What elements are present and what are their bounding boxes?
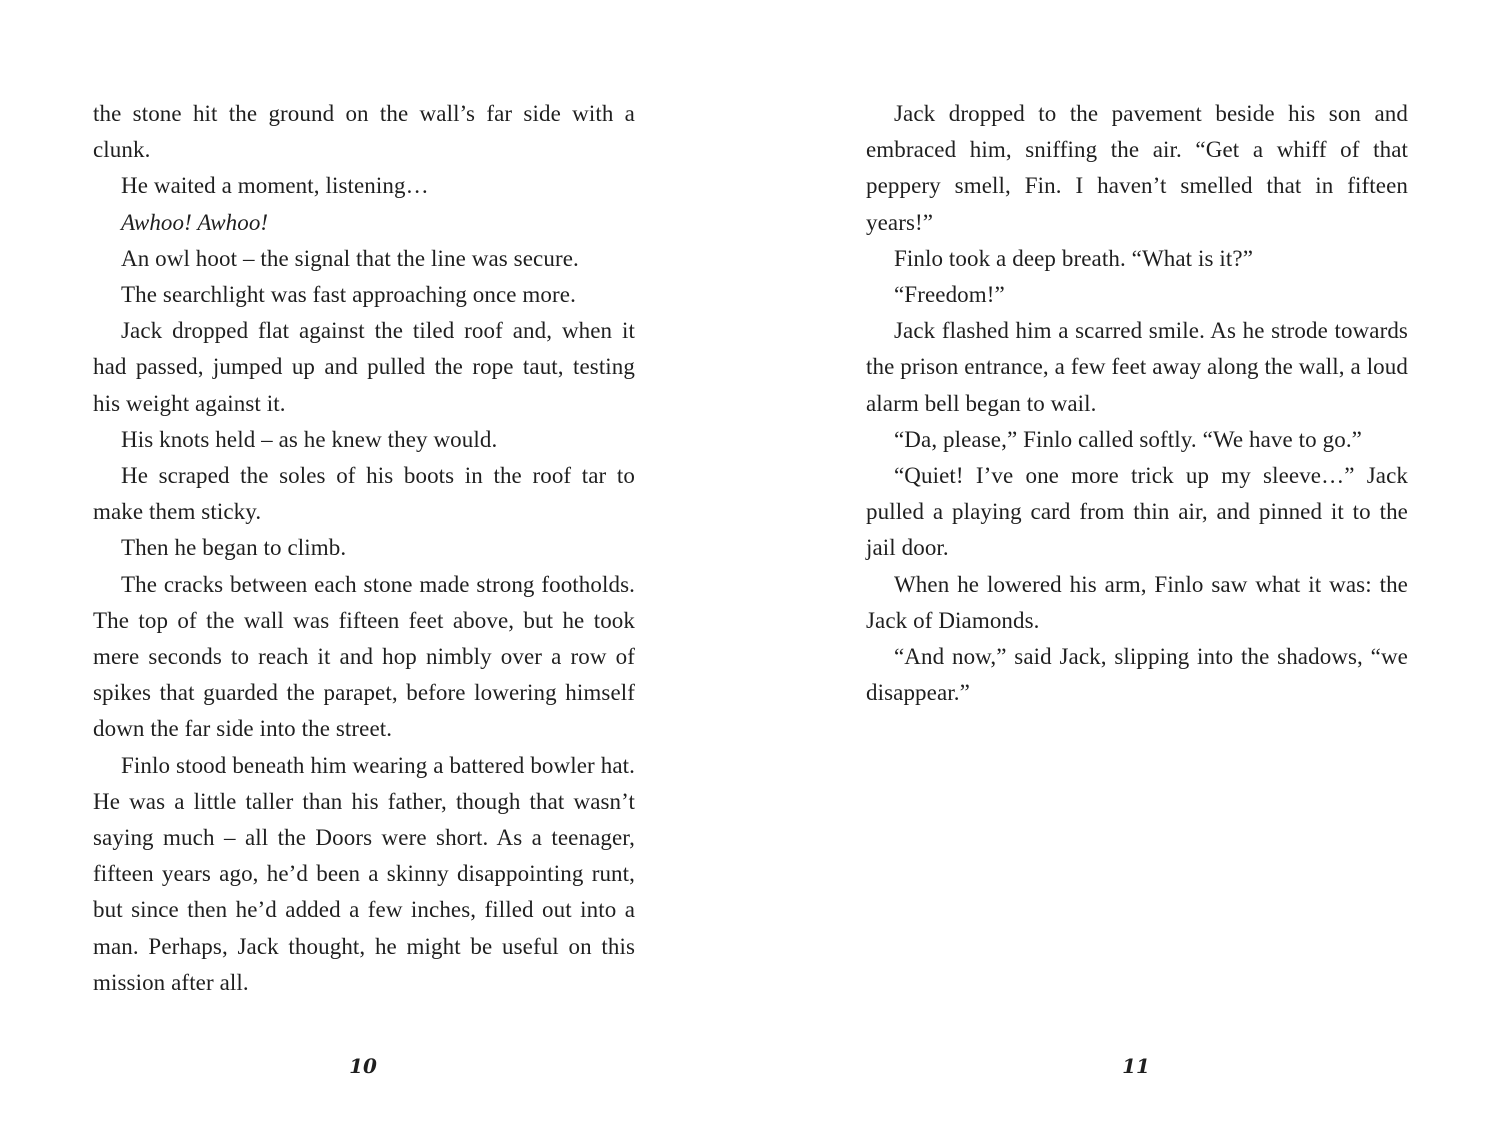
right-page xyxy=(866,96,1408,711)
left-page xyxy=(93,96,635,1001)
paragraph: He waited a moment, listening… xyxy=(121,173,429,199)
paragraph: When he lowered his arm, Finlo saw what it was: the Jack of Diamonds. xyxy=(866,571,1408,633)
paragraph: The searchlight was fast approaching once more. xyxy=(121,282,576,308)
paragraph: Jack flashed him a scarred smile. As he strode towards the prison entrance, a few feet away along the wall, a loud alarm bell began to wail. xyxy=(866,318,1408,416)
paragraph: Jack dropped to the pavement beside his son and embraced him, sniffing the air. “Get a whiff of that peppery smell, Fin. I haven’t smelled that in fifteen years!” xyxy=(866,101,1408,235)
paragraph: The cracks between each stone made strong footholds. The top of the wall was fifteen feet above, but he took mere seconds to reach it and hop nimbly over a row of spikes that guarded the parapet, before lowering himself down the far side into the street. xyxy=(93,571,635,742)
page-number-right: 11 xyxy=(1122,1054,1150,1078)
paragraph: Finlo took a deep breath. “What is it?” xyxy=(894,245,1254,271)
paragraph: His knots held – as he knew they would. xyxy=(121,426,498,452)
page-number-left: 10 xyxy=(349,1054,377,1078)
paragraph: Jack dropped flat against the tiled roof and, when it had passed, jumped up and pulled the rope taut, testing his weight against it. xyxy=(93,318,635,416)
paragraph-italic: Awhoo! Awhoo! xyxy=(121,209,269,235)
paragraph: the stone hit the ground on the wall’s far side with a clunk. xyxy=(93,101,635,163)
paragraph: Finlo stood beneath him wearing a battered bowler hat. He was a little taller than his father, though that wasn’t saying much – all the Doors were short. As a teenager, fifteen years ago, he’d been a skinny disappointing runt, but since then he’d added a few inches, filled out into a man. Perhaps, Jack thought, he might be useful on this mission after all. xyxy=(93,752,635,995)
paragraph: Then he began to climb. xyxy=(121,535,347,561)
paragraph: An owl hoot – the signal that the line was secure. xyxy=(121,245,579,271)
paragraph: He scraped the soles of his boots in the roof tar to make them sticky. xyxy=(93,463,635,525)
paragraph: “And now,” said Jack, slipping into the shadows, “we disappear.” xyxy=(866,644,1408,706)
paragraph: “Freedom!” xyxy=(894,282,1005,308)
paragraph: “Da, please,” Finlo called softly. “We have to go.” xyxy=(894,426,1362,452)
paragraph: “Quiet! I’ve one more trick up my sleeve…” Jack pulled a playing card from thin air, and pinned it to the jail door. xyxy=(866,463,1408,561)
